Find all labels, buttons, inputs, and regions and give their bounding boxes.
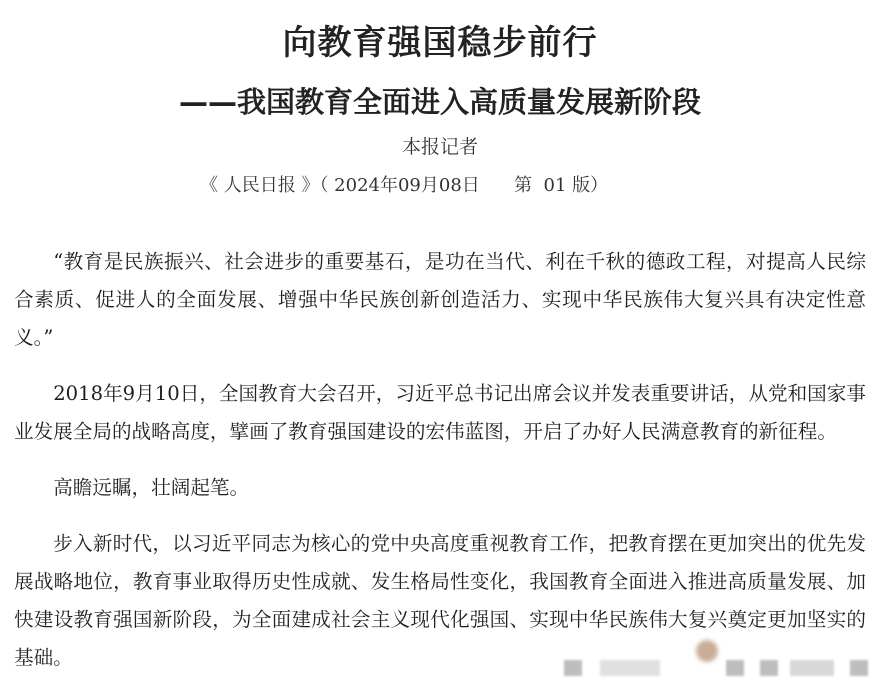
paragraph: 高瞻远瞩，壮阔起笔。: [53, 476, 250, 499]
watermark-block: [850, 660, 868, 676]
publication-source: 《 人民日报 》（ 2024年09月08日 第 01 版）: [200, 175, 609, 196]
paragraph: 步入新时代，以习近平同志为核心的党中央高度重视教育工作，把教育摆在更加突出的优先发展战略地位，教育事业取得历史性成就、发生格局性变化，我国教育全面进入推进高质量发展、加快建设教育强国新阶段，为全面建成社会主义现代化强国、实现中华民族伟大复兴奠定更加坚实的基础。: [14, 532, 866, 669]
watermark-block: [564, 660, 582, 676]
paragraph: “教育是民族振兴、社会进步的重要基石，是功在当代、利在千秋的德政工程，对提高人民综合素质、促进人的全面发展、增强中华民族创新创造活力、实现中华民族伟大复兴具有决定性意义。”: [14, 250, 866, 349]
watermark-logo-icon: [696, 640, 718, 662]
article-subtitle: ——我国教育全面进入高质量发展新阶段: [178, 85, 701, 119]
watermark-block: [760, 660, 778, 676]
watermark-block: [790, 660, 834, 676]
watermark-block: [726, 660, 744, 676]
article-title: 向教育强国稳步前行: [282, 23, 598, 63]
blurred-watermark: [560, 636, 880, 676]
article-body: [14, 243, 866, 677]
watermark-block: [600, 660, 660, 676]
article-byline: 本报记者: [401, 136, 478, 158]
paragraph: 2018年9月10日，全国教育大会召开，习近平总书记出席会议并发表重要讲话，从党和国家事业发展全局的战略高度，擘画了教育强国建设的宏伟蓝图，开启了办好人民满意教育的新征程。: [14, 382, 866, 443]
